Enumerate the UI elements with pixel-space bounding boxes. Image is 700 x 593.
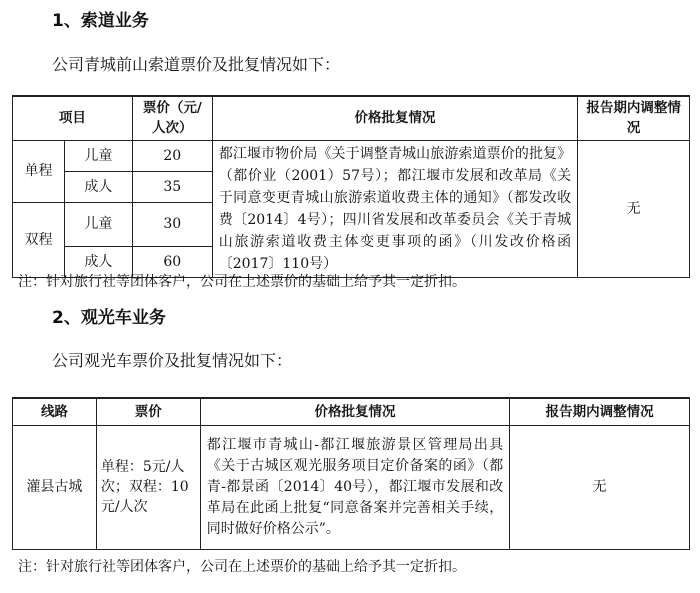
section2-heading: 2、观光车业务 [52,308,166,328]
cableway-price-table [12,95,690,278]
passenger-type-cell: 儿童 [64,202,132,246]
table-row [13,140,690,171]
adjustment-cell: 无 [578,140,690,277]
section1-intro: 公司青城前山索道票价及批复情况如下： [52,55,341,74]
section2-intro: 公司观光车票价及批复情况如下： [52,351,293,370]
passenger-type-cell: 成人 [64,171,132,202]
header-price: 票价 [96,398,200,425]
trip-type-cell: 双程 [13,202,65,277]
section1-note: 注：针对旅行社等团体客户，公司在上述票价的基础上给予其一定折扣。 [18,274,466,290]
header-approval: 价格批复情况 [200,398,510,425]
price-cell: 单程：5元/人次；双程：10元/人次 [96,425,200,549]
passenger-type-cell: 儿童 [64,140,132,171]
passenger-type-cell: 成人 [64,246,132,277]
header-item: 项目 [13,96,133,140]
price-cell: 30 [132,202,212,246]
header-adjustment: 报告期内调整情况 [510,398,690,425]
price-cell: 20 [132,140,212,171]
table-row [13,425,690,549]
section1-heading: 1、索道业务 [52,11,149,31]
approval-description-cell: 都江堰市物价局《关于调整青城山旅游索道票价的批复》（都价业（2001）57号）；都江堰市发展和改革局《关于同意变更青城山旅游索道收费主体的通知》（都发改收费〔2014〕4号）；四川省发展和改革委员会《关于青城山旅游索道收费主体变更事项的函》（川发改价格函〔2017〕110号） [212,140,577,277]
sightseeing-bus-price-table [12,397,690,550]
price-cell: 60 [132,246,212,277]
price-cell: 35 [132,171,212,202]
trip-type-cell: 单程 [13,140,65,202]
adjustment-cell: 无 [510,425,690,549]
table-header-row [13,398,690,425]
header-route: 线路 [13,398,97,425]
header-adjustment: 报告期内调整情况 [578,96,690,140]
table-header-row [13,96,690,140]
route-cell: 灌县古城 [13,425,97,549]
header-approval: 价格批复情况 [212,96,577,140]
header-price: 票价（元/人次） [132,96,212,140]
approval-description-cell: 都江堰市青城山-都江堰旅游景区管理局出具《关于古城区观光服务项目定价备案的函》（都青-都景函〔2014〕40号），都江堰市发展和改革局在此函上批复“同意备案并完善相关手续，同时做好价格公示”。 [200,425,510,549]
section2-note: 注：针对旅行社等团体客户，公司在上述票价的基础上给予其一定折扣。 [18,559,466,575]
